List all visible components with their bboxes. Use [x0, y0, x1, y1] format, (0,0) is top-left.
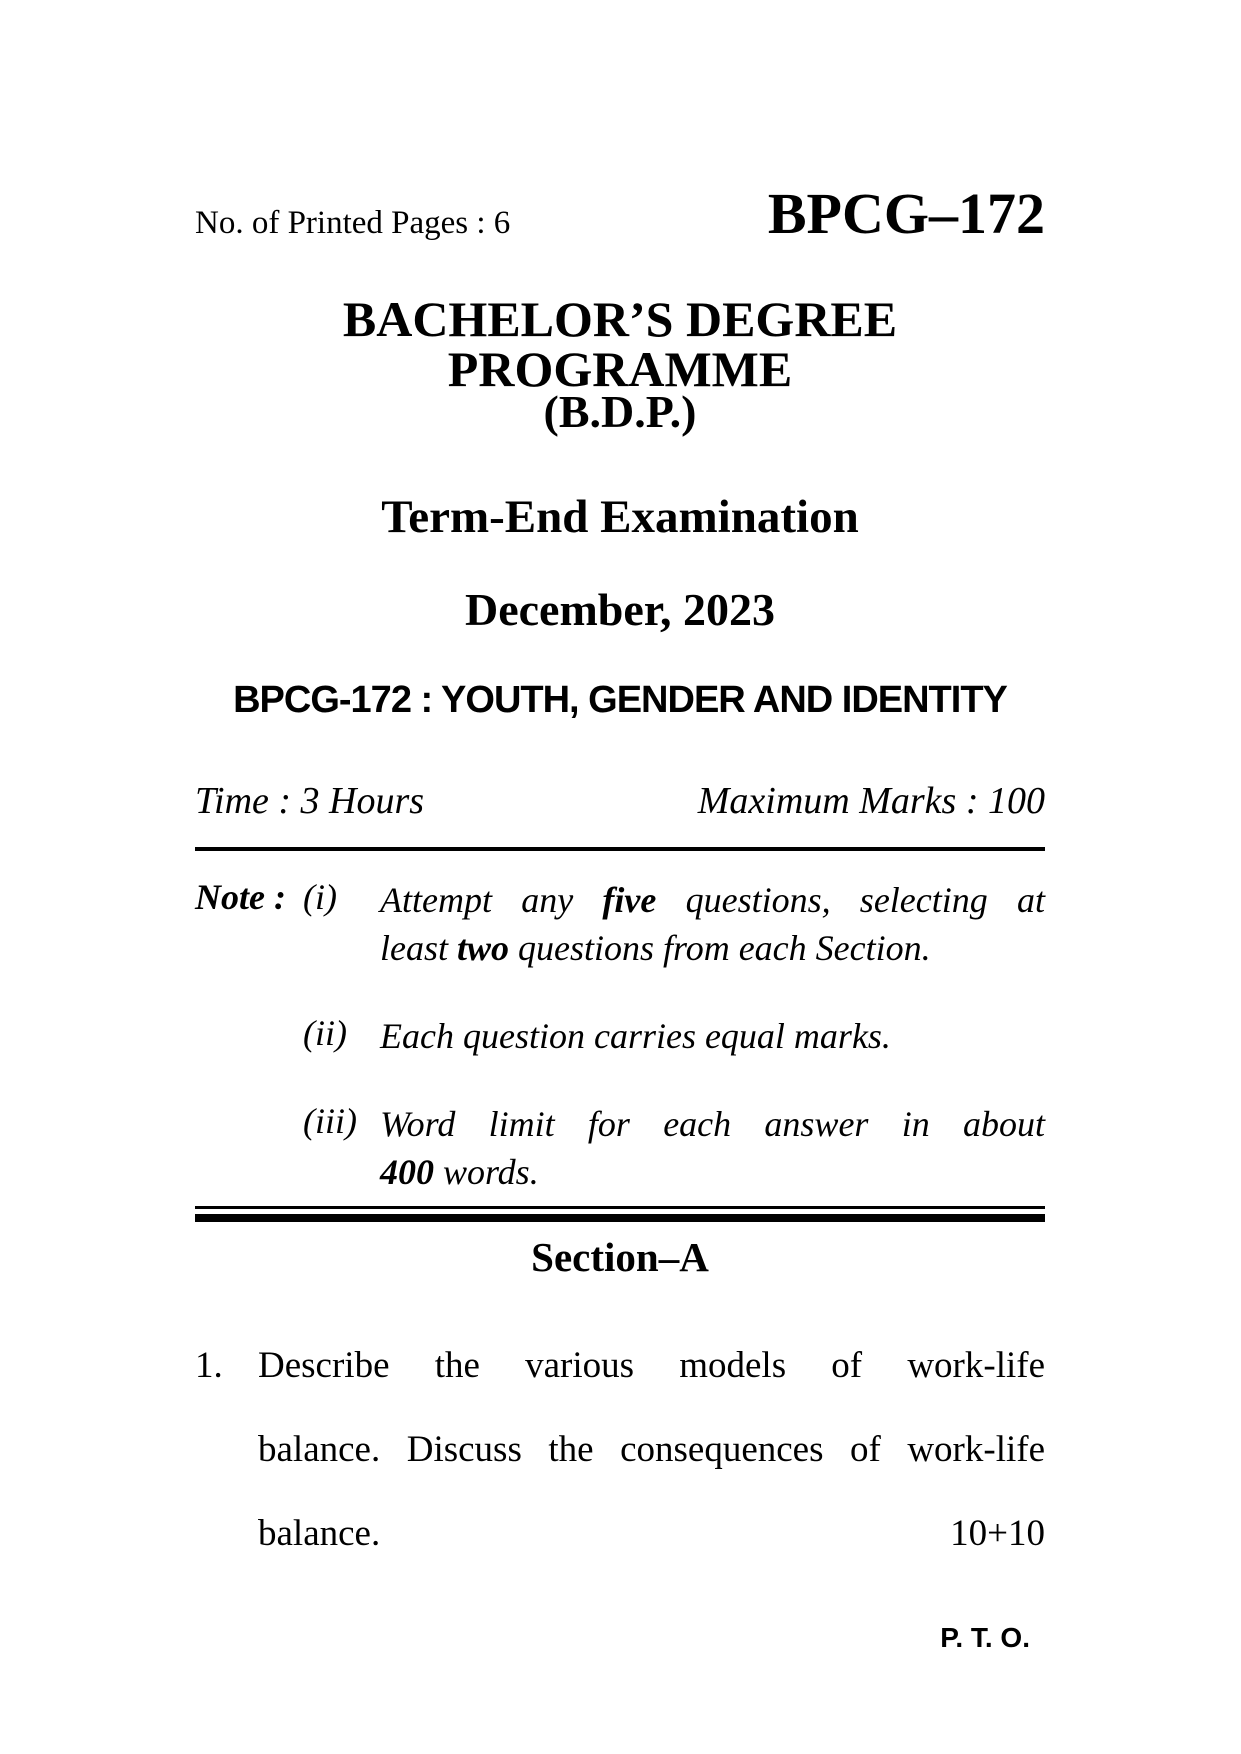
time-allowed: Time : 3 Hours	[195, 780, 425, 822]
printed-pages-label: No. of Printed Pages : 6	[195, 205, 511, 241]
question-1-line-3-text: balance.	[258, 1513, 381, 1554]
note-item-1-text	[380, 876, 1045, 972]
note-text-run: Attempt any	[380, 880, 603, 920]
question-1	[195, 1344, 1045, 1556]
question-1-line-2: balance. Discuss the consequences of work-life	[258, 1429, 1045, 1470]
page-header	[195, 181, 1045, 246]
note-text-run: words.	[434, 1152, 539, 1192]
time-marks-row	[195, 781, 1045, 823]
note-item-3-number: (iii)	[303, 1101, 357, 1141]
paper-code: BPCG–172	[767, 181, 1045, 246]
question-1-marks: 10+10	[950, 1513, 1045, 1554]
double-rule-thin-line	[195, 1206, 1045, 1209]
programme-title: BACHELOR’S DEGREE PROGRAMME	[342, 291, 898, 397]
double-horizontal-rule	[195, 1206, 1045, 1222]
note-text-run: questions, selecting at	[656, 880, 1045, 920]
note-item-2	[195, 1012, 1045, 1060]
note-item-3-line-2	[380, 1148, 1045, 1196]
question-1-line-3	[258, 1512, 1045, 1556]
note-item-2-number: (ii)	[303, 1013, 347, 1053]
note-text-bold-run: five	[602, 880, 657, 920]
note-item-3	[195, 1100, 1045, 1196]
note-item-2-line-1: Each question carries equal marks.	[380, 1016, 891, 1056]
note-item-3-text	[380, 1100, 1045, 1196]
page-turn-over-label: P. T. O.	[940, 1622, 1030, 1653]
exam-session: December, 2023	[465, 584, 775, 635]
note-item-3-line-1: Word limit for each answer in about	[380, 1104, 1045, 1144]
note-text-bold-run: two	[457, 928, 510, 968]
note-item-2-text	[380, 1012, 1045, 1060]
double-rule-thick-line	[195, 1214, 1045, 1222]
note-item-1-line-1	[380, 876, 1045, 924]
question-1-body	[258, 1344, 1045, 1556]
section-a-heading: Section–A	[531, 1234, 709, 1280]
maximum-marks: Maximum Marks : 100	[697, 780, 1045, 822]
note-item-1-line-2	[380, 924, 1045, 972]
note-item-1	[195, 876, 1045, 972]
note-text-bold-run: 400	[380, 1152, 434, 1192]
question-1-number: 1.	[195, 1345, 223, 1386]
note-text-run: least	[380, 928, 457, 968]
note-item-1-number: (i)	[303, 877, 337, 917]
horizontal-rule	[195, 847, 1045, 851]
note-label: Note :	[195, 877, 286, 917]
exam-title: Term-End Examination	[381, 491, 859, 543]
programme-abbreviation: (B.D.P.)	[543, 386, 697, 437]
note-text-run: questions from each Section.	[509, 928, 931, 968]
note-block	[195, 876, 1045, 1196]
course-title: BPCG-172 : YOUTH, GENDER AND IDENTITY	[233, 679, 1007, 721]
question-1-line-1: Describe the various models of work-life	[258, 1345, 1045, 1386]
